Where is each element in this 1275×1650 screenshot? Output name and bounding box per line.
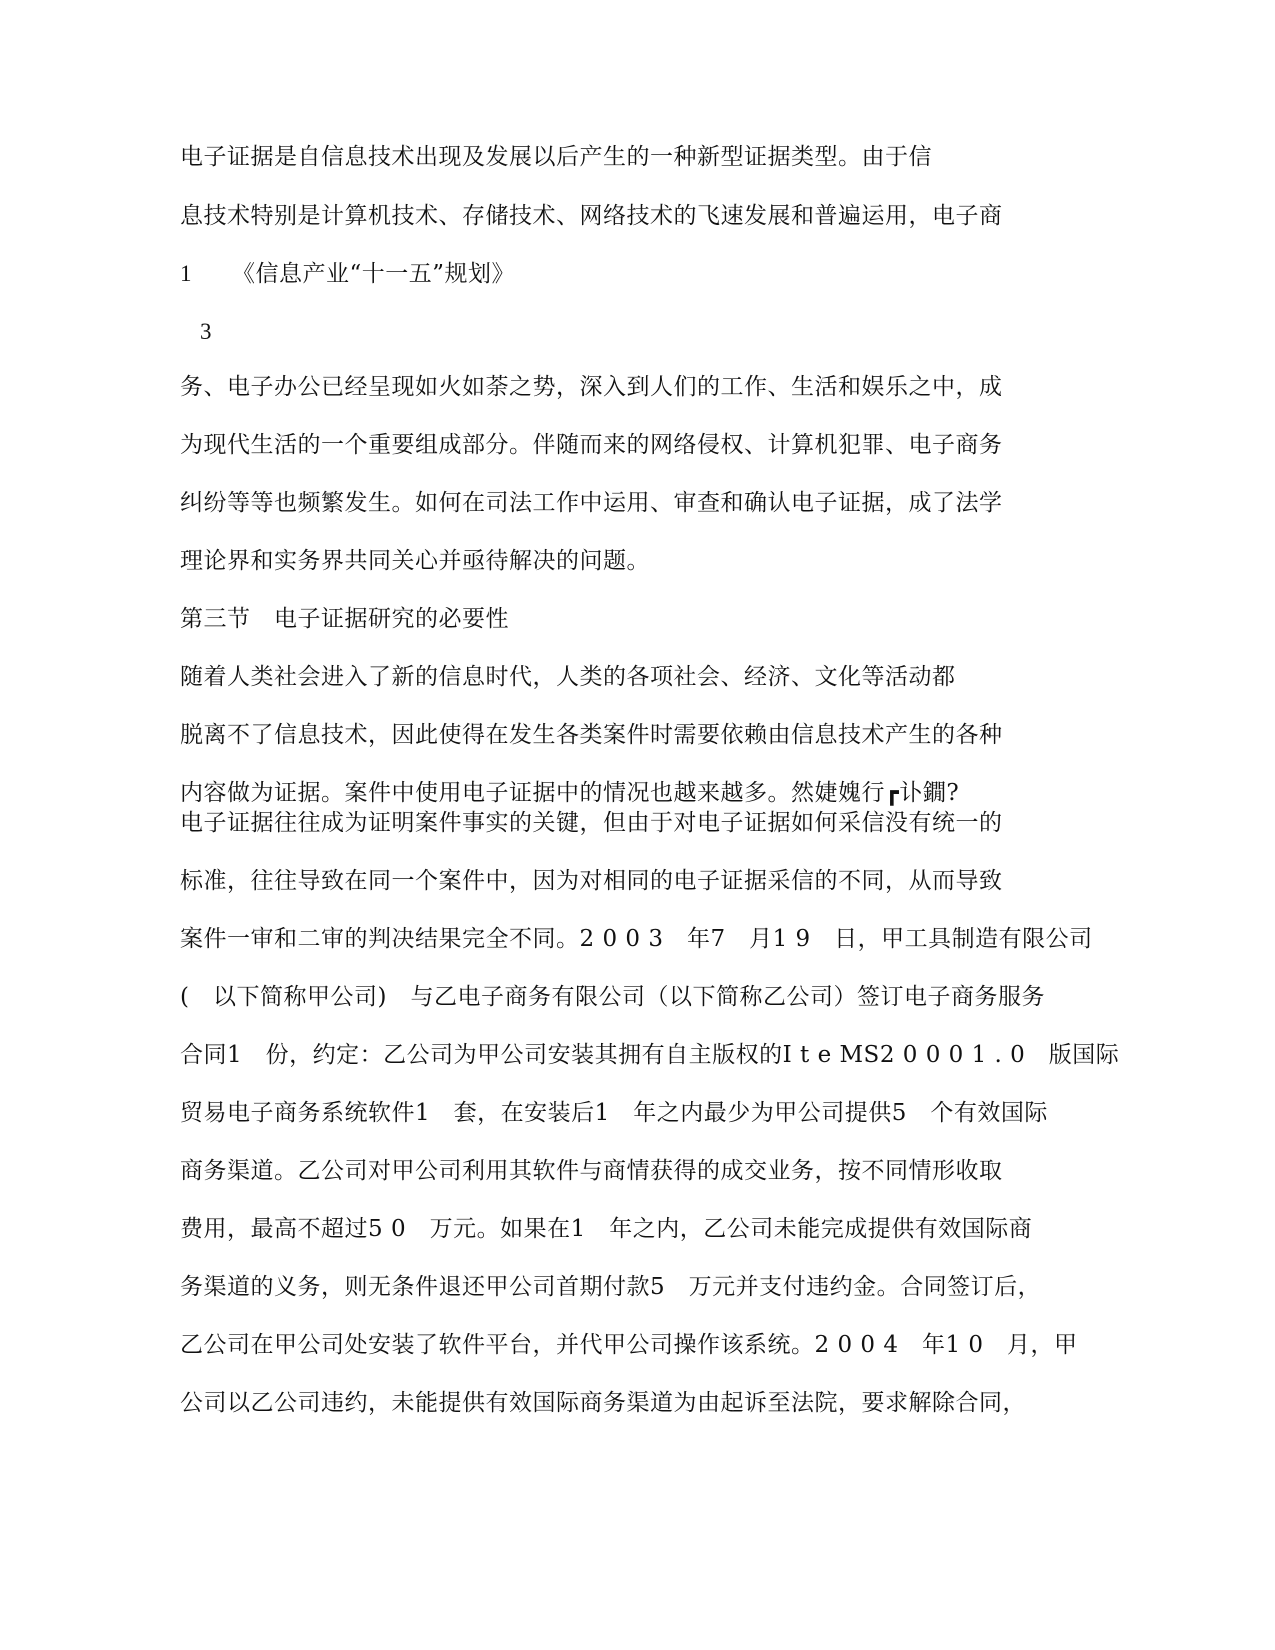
paragraph-line: 商务渠道。乙公司对甲公司利用其软件与商情获得的成交业务，按不同情形收取	[180, 1158, 1003, 1184]
paragraph-line: 合同1 份，约定：乙公司为甲公司安装其拥有自主版权的I t e MS2 0 0 0 1 . 0 版国际	[180, 1042, 1120, 1068]
paragraph-line: 脱离不了信息技术，因此使得在发生各类案件时需要依赖由信息技术产生的各种	[180, 722, 1003, 748]
paragraph-line: 内容做为证据。案件中使用电子证据中的情况也越来越多。然婕媿行┏讣鐗?	[180, 780, 960, 806]
paragraph-line: 息技术特别是计算机技术、存储技术、网络技术的飞速发展和普遍运用，电子商	[180, 203, 1003, 229]
paragraph-line: 随着人类社会进入了新的信息时代，人类的各项社会、经济、文化等活动都	[180, 664, 956, 690]
paragraph-line: 理论界和实务界共同关心并亟待解决的问题。	[180, 548, 650, 574]
paragraph-line: 为现代生活的一个重要组成部分。伴随而来的网络侵权、计算机犯罪、电子商务	[180, 432, 1003, 458]
paragraph-line: 务渠道的义务，则无条件退还甲公司首期付款5 万元并支付违约金。合同签订后，	[180, 1274, 1042, 1300]
footnote-number: 1	[180, 261, 192, 286]
paragraph-line: 公司以乙公司违约，未能提供有效国际商务渠道为由起诉至法院，要求解除合同，	[180, 1390, 1026, 1416]
paragraph-line: ( 以下简称甲公司) 与乙电子商务有限公司（以下简称乙公司）签订电子商务服务	[180, 984, 1045, 1010]
paragraph-line: 费用，最高不超过5 0 万元。如果在1 年之内，乙公司未能完成提供有效国际商	[180, 1216, 1033, 1242]
section-heading: 第三节 电子证据研究的必要性	[180, 606, 509, 632]
paragraph-line: 标准，往往导致在同一个案件中，因为对相同的电子证据采信的不同，从而导致	[180, 868, 1003, 894]
footnote-text: 《信息产业“十一五”规划》	[232, 261, 516, 287]
paragraph-line: 贸易电子商务系统软件1 套，在安装后1 年之内最少为甲公司提供5 个有效国际	[180, 1100, 1048, 1126]
paragraph-line: 务、电子办公已经呈现如火如荼之势，深入到人们的工作、生活和娱乐之中，成	[180, 374, 1003, 400]
page-number: 3	[200, 319, 212, 344]
paragraph-line: 纠纷等等也频繁发生。如何在司法工作中运用、审查和确认电子证据，成了法学	[180, 490, 1003, 516]
paragraph-line: 乙公司在甲公司处安装了软件平台，并代甲公司操作该系统。2 0 0 4 年1 0 月，甲	[180, 1332, 1078, 1358]
paragraph-line: 电子证据是自信息技术出现及发展以后产生的一种新型证据类型。由于信	[180, 144, 932, 170]
paragraph-line: 电子证据往往成为证明案件事实的关键，但由于对电子证据如何采信没有统一的	[180, 810, 1003, 836]
paragraph-line: 案件一审和二审的判决结果完全不同。2 0 0 3 年7 月1 9 日，甲工具制造有限公司	[180, 926, 1093, 952]
